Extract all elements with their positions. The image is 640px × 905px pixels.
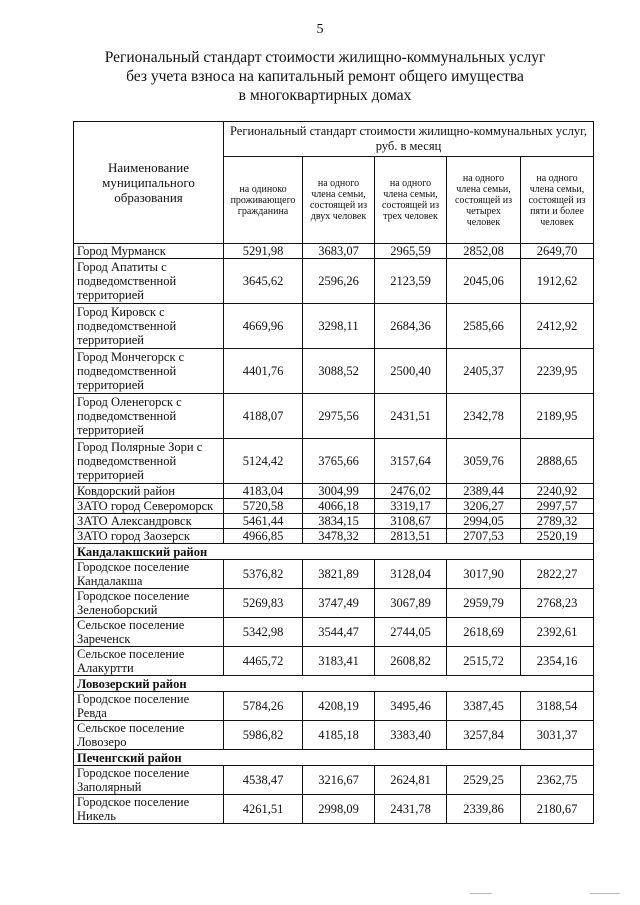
cost-value: 3031,37 — [521, 721, 594, 750]
table-row — [74, 618, 594, 647]
cost-value: 3478,32 — [303, 529, 375, 544]
cost-value: 3216,67 — [303, 766, 375, 795]
cost-value: 3188,54 — [521, 692, 594, 721]
cost-value: 3257,84 — [447, 721, 521, 750]
municipality-name: ЗАТО город Заозерск — [74, 529, 224, 544]
cost-value: 3088,52 — [303, 349, 375, 394]
header-family-four: на одного члена семьи, состоящей из четырех человек — [447, 157, 521, 244]
cost-value: 3298,11 — [303, 304, 375, 349]
municipality-name: Городское поселение Зеленоборский — [74, 589, 224, 618]
section-title: Печенгский район — [74, 750, 594, 766]
cost-value: 3834,15 — [303, 514, 375, 529]
cost-value: 2707,53 — [447, 529, 521, 544]
header-municipality: Наименование муниципального образования — [74, 122, 224, 244]
municipality-name: ЗАТО Александровск — [74, 514, 224, 529]
municipality-name: Город Мончегорск с подведомственной территорией — [74, 349, 224, 394]
cost-value: 2608,82 — [375, 647, 447, 676]
cost-value: 3645,62 — [224, 259, 303, 304]
cost-value: 2998,09 — [303, 795, 375, 824]
cost-value: 2392,61 — [521, 618, 594, 647]
cost-value: 2515,72 — [447, 647, 521, 676]
header-cost-group: Региональный стандарт стоимости жилищно-коммунальных услуг, руб. в месяц — [224, 122, 594, 157]
cost-value: 2959,79 — [447, 589, 521, 618]
cost-value: 5986,82 — [224, 721, 303, 750]
cost-value: 2744,05 — [375, 618, 447, 647]
cost-value: 3821,89 — [303, 560, 375, 589]
heading-line-3: в многоквартирных домах — [238, 87, 412, 104]
cost-value: 2965,59 — [375, 244, 447, 259]
scan-artifact — [470, 893, 492, 894]
cost-value: 3387,45 — [447, 692, 521, 721]
cost-value: 3059,76 — [447, 439, 521, 484]
cost-value: 5784,26 — [224, 692, 303, 721]
municipality-name: ЗАТО город Североморск — [74, 499, 224, 514]
heading-line-1: Региональный стандарт стоимости жилищно-коммунальных услуг — [104, 49, 546, 66]
municipality-name: Город Апатиты с подведомственной территорией — [74, 259, 224, 304]
cost-value: 2768,23 — [521, 589, 594, 618]
cost-value: 2342,78 — [447, 394, 521, 439]
municipality-name: Город Оленегорск с подведомственной территорией — [74, 394, 224, 439]
municipality-name: Городское поселение Кандалакша — [74, 560, 224, 589]
cost-value: 2520,19 — [521, 529, 594, 544]
cost-value: 3004,99 — [303, 484, 375, 499]
cost-value: 4538,47 — [224, 766, 303, 795]
cost-value: 2529,25 — [447, 766, 521, 795]
document-heading — [60, 48, 590, 105]
cost-value: 3747,49 — [303, 589, 375, 618]
page-number: 5 — [316, 22, 324, 37]
table-row — [74, 499, 594, 514]
cost-value: 2405,37 — [447, 349, 521, 394]
section-title: Ловозерский район — [74, 676, 594, 692]
table-row — [74, 721, 594, 750]
cost-value: 5124,42 — [224, 439, 303, 484]
table-row — [74, 692, 594, 721]
cost-value: 2239,95 — [521, 349, 594, 394]
cost-value: 2389,44 — [447, 484, 521, 499]
cost-value: 2888,65 — [521, 439, 594, 484]
cost-value: 3319,17 — [375, 499, 447, 514]
municipality-name: Сельское поселение Зареченск — [74, 618, 224, 647]
cost-value: 3544,47 — [303, 618, 375, 647]
table-row — [74, 514, 594, 529]
cost-value: 2339,86 — [447, 795, 521, 824]
cost-value: 4183,04 — [224, 484, 303, 499]
cost-value: 2997,57 — [521, 499, 594, 514]
cost-value: 2500,40 — [375, 349, 447, 394]
table-row — [74, 589, 594, 618]
cost-value: 1912,62 — [521, 259, 594, 304]
cost-value: 3067,89 — [375, 589, 447, 618]
cost-value: 2813,51 — [375, 529, 447, 544]
cost-value: 3383,40 — [375, 721, 447, 750]
table-row — [74, 529, 594, 544]
municipality-name: Город Полярные Зори с подведомственной территорией — [74, 439, 224, 484]
municipality-name: Городское поселение Заполярный — [74, 766, 224, 795]
section-row — [74, 544, 594, 560]
cost-value: 4188,07 — [224, 394, 303, 439]
table-row — [74, 795, 594, 824]
cost-value: 3495,46 — [375, 692, 447, 721]
cost-value: 4966,85 — [224, 529, 303, 544]
table-row — [74, 244, 594, 259]
header-single-person: на одиноко проживающего гражданина — [224, 157, 303, 244]
cost-value: 4261,51 — [224, 795, 303, 824]
section-row — [74, 750, 594, 766]
table-row — [74, 560, 594, 589]
cost-value: 3683,07 — [303, 244, 375, 259]
cost-value: 2789,32 — [521, 514, 594, 529]
table-row — [74, 647, 594, 676]
municipality-name: Сельское поселение Алакуртти — [74, 647, 224, 676]
cost-value: 2123,59 — [375, 259, 447, 304]
cost-value: 3108,67 — [375, 514, 447, 529]
cost-value: 5342,98 — [224, 618, 303, 647]
cost-value: 2189,95 — [521, 394, 594, 439]
cost-value: 2649,70 — [521, 244, 594, 259]
cost-value: 2354,16 — [521, 647, 594, 676]
cost-value: 4669,96 — [224, 304, 303, 349]
cost-standard-table — [73, 121, 594, 824]
cost-value: 2412,92 — [521, 304, 594, 349]
cost-value: 3157,64 — [375, 439, 447, 484]
cost-value: 2045,06 — [447, 259, 521, 304]
cost-value: 5461,44 — [224, 514, 303, 529]
cost-value: 2240,92 — [521, 484, 594, 499]
cost-value: 2975,56 — [303, 394, 375, 439]
table-row — [74, 394, 594, 439]
cost-value: 2362,75 — [521, 766, 594, 795]
cost-value: 3206,27 — [447, 499, 521, 514]
cost-value: 4465,72 — [224, 647, 303, 676]
cost-value: 2476,02 — [375, 484, 447, 499]
table-row — [74, 484, 594, 499]
table-row — [74, 259, 594, 304]
header-family-five-plus: на одного члена семьи, состоящей из пяти и более человек — [521, 157, 594, 244]
cost-value: 5291,98 — [224, 244, 303, 259]
cost-value: 4208,19 — [303, 692, 375, 721]
table-body — [74, 244, 594, 824]
table-row — [74, 349, 594, 394]
heading-line-2: без учета взноса на капитальный ремонт общего имущества — [126, 68, 524, 85]
table-row — [74, 304, 594, 349]
cost-value: 2431,78 — [375, 795, 447, 824]
municipality-name: Сельское поселение Ловозеро — [74, 721, 224, 750]
cost-value: 2624,81 — [375, 766, 447, 795]
cost-value: 2684,36 — [375, 304, 447, 349]
cost-value: 3017,90 — [447, 560, 521, 589]
cost-value: 3128,04 — [375, 560, 447, 589]
scan-artifact — [590, 893, 620, 894]
table-row — [74, 439, 594, 484]
municipality-name: Городское поселение Никель — [74, 795, 224, 824]
cost-value: 2431,51 — [375, 394, 447, 439]
cost-value: 4185,18 — [303, 721, 375, 750]
municipality-name: Городское поселение Ревда — [74, 692, 224, 721]
cost-value: 2180,67 — [521, 795, 594, 824]
municipality-name: Город Кировск с подведомственной территорией — [74, 304, 224, 349]
header-family-two: на одного члена семьи, состоящей из двух человек — [303, 157, 375, 244]
header-family-three: на одного члена семьи, состоящей из трех человек — [375, 157, 447, 244]
cost-value: 2852,08 — [447, 244, 521, 259]
municipality-name: Ковдорский район — [74, 484, 224, 499]
section-row — [74, 676, 594, 692]
cost-value: 5720,58 — [224, 499, 303, 514]
cost-value: 2822,27 — [521, 560, 594, 589]
cost-value: 5376,82 — [224, 560, 303, 589]
cost-value: 2596,26 — [303, 259, 375, 304]
table-row — [74, 766, 594, 795]
cost-value: 3183,41 — [303, 647, 375, 676]
cost-value: 5269,83 — [224, 589, 303, 618]
section-title: Кандалакшский район — [74, 544, 594, 560]
cost-value: 4066,18 — [303, 499, 375, 514]
cost-value: 2994,05 — [447, 514, 521, 529]
cost-value: 2585,66 — [447, 304, 521, 349]
municipality-name: Город Мурманск — [74, 244, 224, 259]
cost-value: 2618,69 — [447, 618, 521, 647]
cost-value: 3765,66 — [303, 439, 375, 484]
cost-value: 4401,76 — [224, 349, 303, 394]
